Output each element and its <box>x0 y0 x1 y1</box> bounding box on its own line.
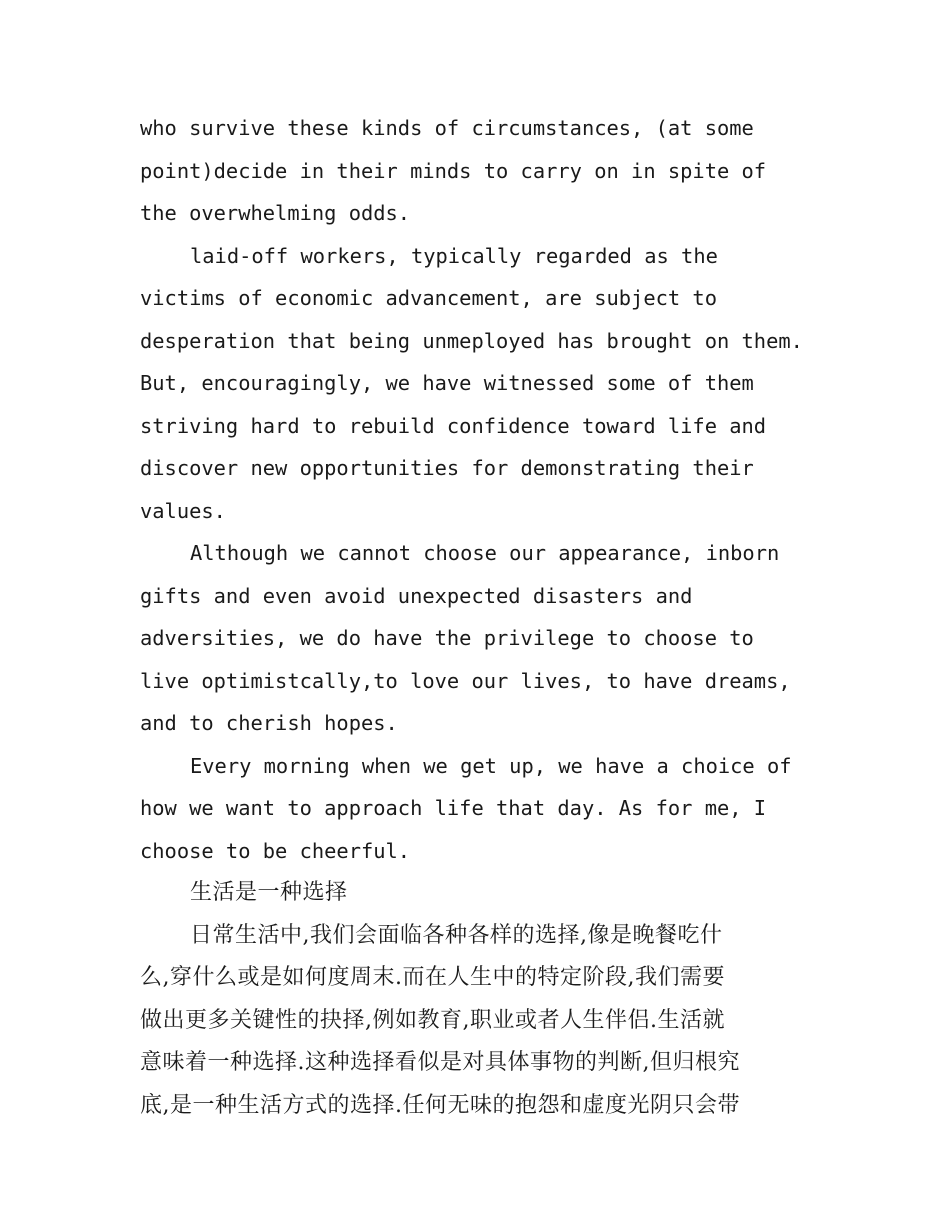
text-line: 意味着一种选择.这种选择看似是对具体事物的判断,但归根究 <box>140 1050 740 1075</box>
text-line: the overwhelming odds. <box>140 201 411 225</box>
text-line: 做出更多关键性的抉择,例如教育,职业或者人生伴侣.生活就 <box>140 1007 725 1033</box>
text-line: 底,是一种生活方式的选择.任何无味的抱怨和虚度光阴只会带 <box>140 1092 740 1118</box>
text-line: who survive these kinds of circumstances, (at some <box>140 116 754 140</box>
text-line: desperation that being unmeployed has brought on them. <box>140 328 803 353</box>
paragraph-start-line: laid-off workers, typically regarded as the <box>190 243 718 268</box>
text-line: how we want to approach life that day. As for me, I <box>140 796 767 820</box>
document-body <box>140 107 820 1127</box>
text-line: victims of economic advancement, are subject to <box>140 286 717 310</box>
text-line: But, encouragingly, we have witnessed some of them <box>140 371 754 395</box>
text-line: 么,穿什么或是如何度周末.而在人生中的特定阶段,我们需要 <box>140 965 725 990</box>
text-line: point)decide in their minds to carry on in spite of <box>140 158 767 183</box>
text-line: values. <box>140 498 226 523</box>
text-line: choose to be cheerful. <box>140 838 411 863</box>
paragraph-start-line: Every morning when we get up, we have a choice of <box>190 753 792 778</box>
chinese-title-line: 生活是一种选择 <box>190 880 348 905</box>
text-line: live optimistcally,to love our lives, to have dreams, <box>140 668 791 693</box>
text-line: gifts and even avoid unexpected disasters and <box>140 583 693 608</box>
text-line: and to cherish hopes. <box>140 711 398 735</box>
text-line: adversities, we do have the privilege to choose to <box>140 626 754 650</box>
paragraph-start-line: 日常生活中,我们会面临各种各样的选择,像是晚餐吃什 <box>190 922 723 948</box>
text-line: striving hard to rebuild confidence toward life and <box>140 413 767 438</box>
paragraph-start-line: Although we cannot choose our appearance, inborn <box>190 541 780 565</box>
text-line: discover new opportunities for demonstrating their <box>140 456 754 480</box>
